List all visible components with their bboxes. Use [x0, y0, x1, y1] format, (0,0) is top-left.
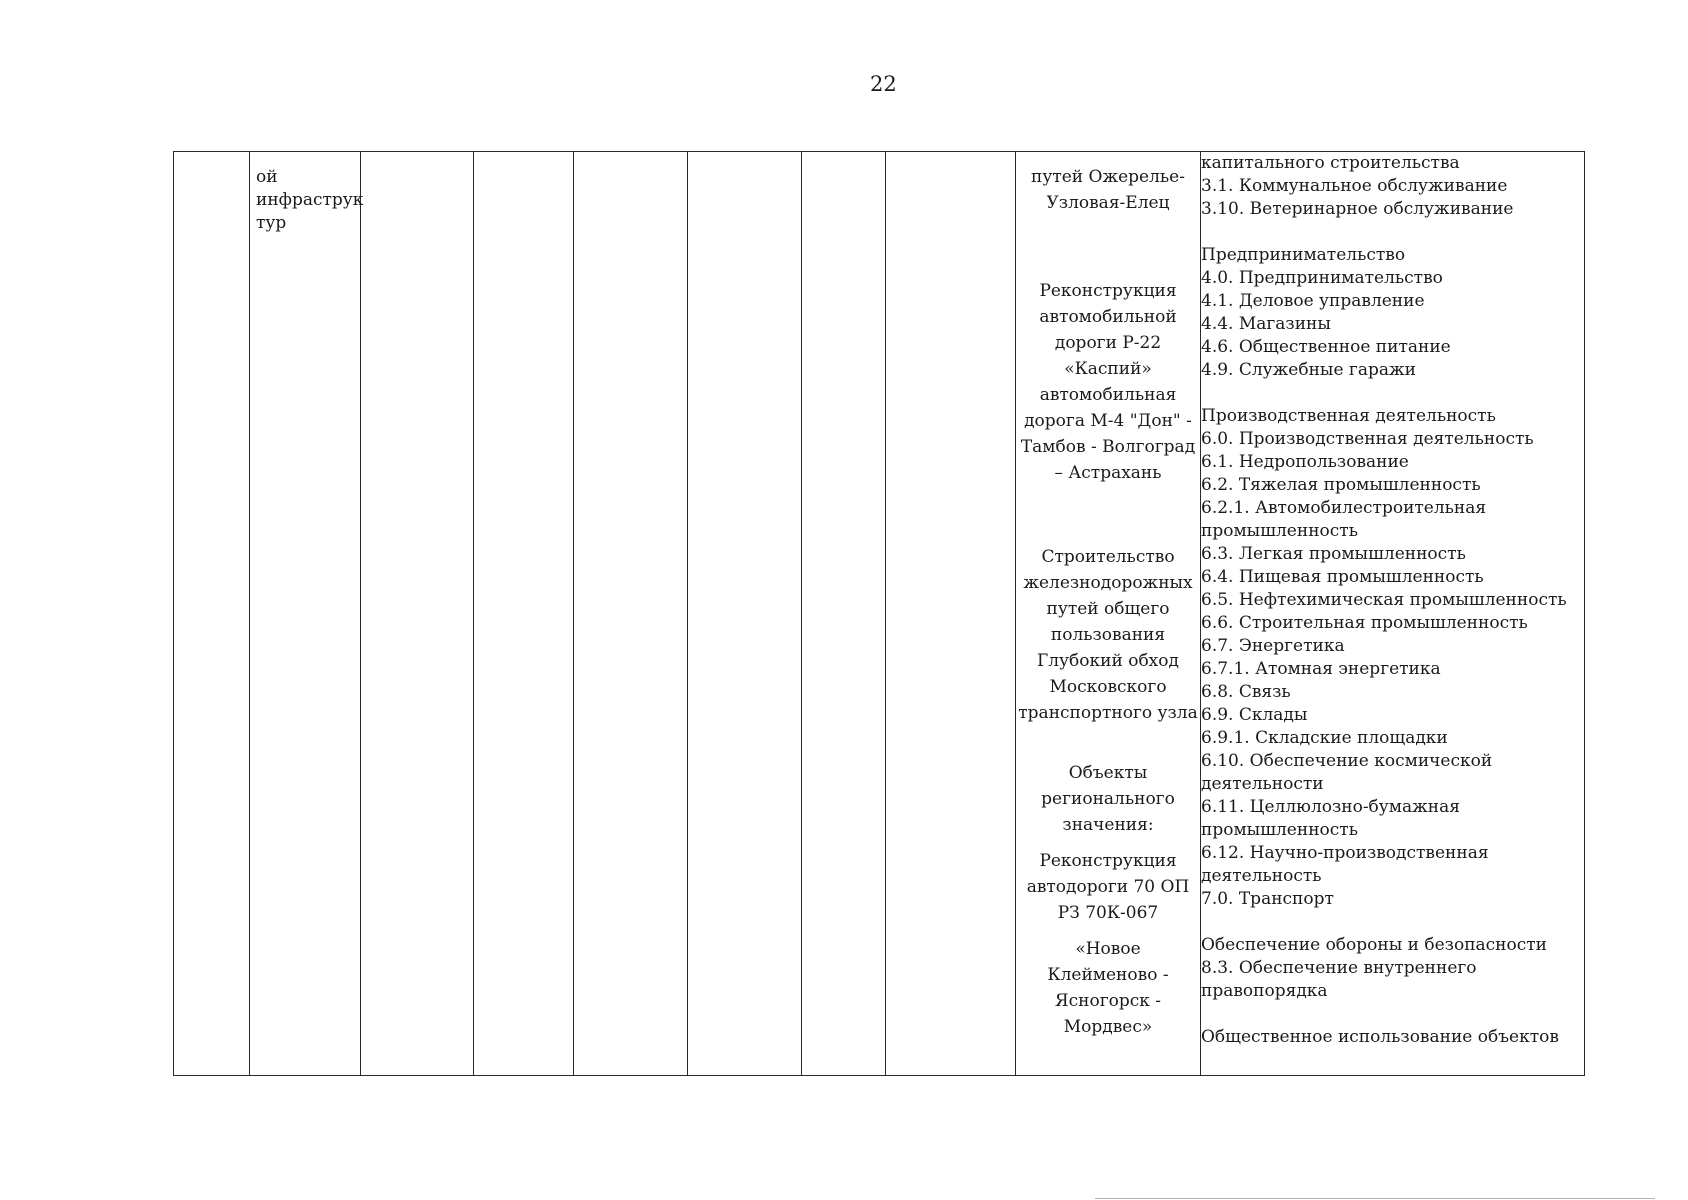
land-use-line: 6.11. Целлюлозно-бумажная [1201, 797, 1460, 817]
land-use-line: 6.4. Пищевая промышленность [1201, 567, 1484, 587]
spacer [1201, 1003, 1584, 1026]
land-use-line: 6.9. Склады [1201, 705, 1308, 725]
land-use-line: деятельность [1201, 866, 1322, 886]
col2-line: инфраструк [256, 190, 364, 210]
cell-col6 [688, 152, 802, 1076]
col2-line: тур [256, 213, 287, 233]
land-use-line: промышленность [1201, 521, 1358, 541]
page-number: 22 [870, 72, 897, 96]
object-block: Реконструкция автодороги 70 ОП РЗ 70К-067 [1026, 851, 1190, 923]
land-use-line: 6.7.1. Атомная энергетика [1201, 659, 1441, 679]
object-block: Объекты регионального значения: [1041, 763, 1175, 835]
land-use-line: 6.3. Легкая промышленность [1201, 544, 1466, 564]
col2-line: ой [256, 167, 278, 187]
cell-col1 [174, 152, 250, 1076]
cell-col3 [361, 152, 474, 1076]
land-use-line: 6.12. Научно-производственная [1201, 843, 1489, 863]
land-use-line: 4.0. Предпринимательство [1201, 268, 1443, 288]
object-block: путей Ожерелье-Узловая-Елец [1031, 167, 1185, 213]
land-use-line: 7.0. Транспорт [1201, 889, 1334, 909]
land-use-line: 6.5. Нефтехимическая промышленность [1201, 590, 1567, 610]
land-use-line: 6.8. Связь [1201, 682, 1291, 702]
land-use-line: 6.0. Производственная деятельность [1201, 429, 1534, 449]
cell-objects [1016, 152, 1201, 1076]
land-use-line: 6.10. Обеспечение космической [1201, 751, 1493, 771]
land-use-line: деятельности [1201, 774, 1324, 794]
land-use-line: Обеспечение обороны и безопасности [1201, 935, 1548, 955]
land-use-line: 6.2. Тяжелая промышленность [1201, 475, 1481, 495]
cell-col4 [474, 152, 574, 1076]
object-block: Реконструкция автомобильной дороги Р-22 «Каспий» автомобильная дорога М-4 "Дон" - Тамбов - Волгоград – Астрахань [1020, 281, 1196, 483]
land-use-line: 6.9.1. Складские площадки [1201, 728, 1448, 748]
land-use-line: промышленность [1201, 820, 1358, 840]
land-use-line: 4.6. Общественное питание [1201, 337, 1451, 357]
land-use-line: 4.1. Деловое управление [1201, 291, 1425, 311]
land-use-line: 4.9. Служебные гаражи [1201, 360, 1416, 380]
land-use-line: 3.1. Коммунальное обслуживание [1201, 176, 1508, 196]
land-use-line: 6.7. Энергетика [1201, 636, 1345, 656]
spacer [1201, 911, 1584, 934]
land-use-line: 8.3. Обеспечение внутреннего [1201, 958, 1477, 978]
scan-artifact-line [1095, 1198, 1655, 1199]
land-use-line: 4.4. Магазины [1201, 314, 1331, 334]
land-use-line: Общественное использование объектов [1201, 1027, 1559, 1047]
land-use-line: 6.2.1. Автомобилестроительная [1201, 498, 1487, 518]
land-use-line: Производственная деятельность [1201, 406, 1496, 426]
spacer [1201, 221, 1584, 244]
land-use-line: 3.10. Ветеринарное обслуживание [1201, 199, 1514, 219]
land-use-line: 6.6. Строительная промышленность [1201, 613, 1528, 633]
cell-col7 [802, 152, 886, 1076]
land-use-line: правопорядка [1201, 981, 1328, 1001]
spacer [1201, 382, 1584, 405]
table-row [174, 152, 1585, 1076]
land-use-table [173, 151, 1585, 1076]
cell-col8 [886, 152, 1016, 1076]
cell-land-use [1201, 152, 1585, 1076]
land-use-line: 6.1. Недропользование [1201, 452, 1409, 472]
land-use-line: капитального строительства [1201, 153, 1460, 173]
cell-col5 [574, 152, 688, 1076]
cell-col2 [250, 152, 364, 1076]
object-block: «Новое Клейменово - Ясногорск - Мордвес» [1047, 939, 1169, 1037]
land-use-line: Предпринимательство [1201, 245, 1406, 265]
object-block: Строительство железнодорожных путей общего пользования Глубокий обход Московского транспортного узла [1018, 547, 1198, 723]
